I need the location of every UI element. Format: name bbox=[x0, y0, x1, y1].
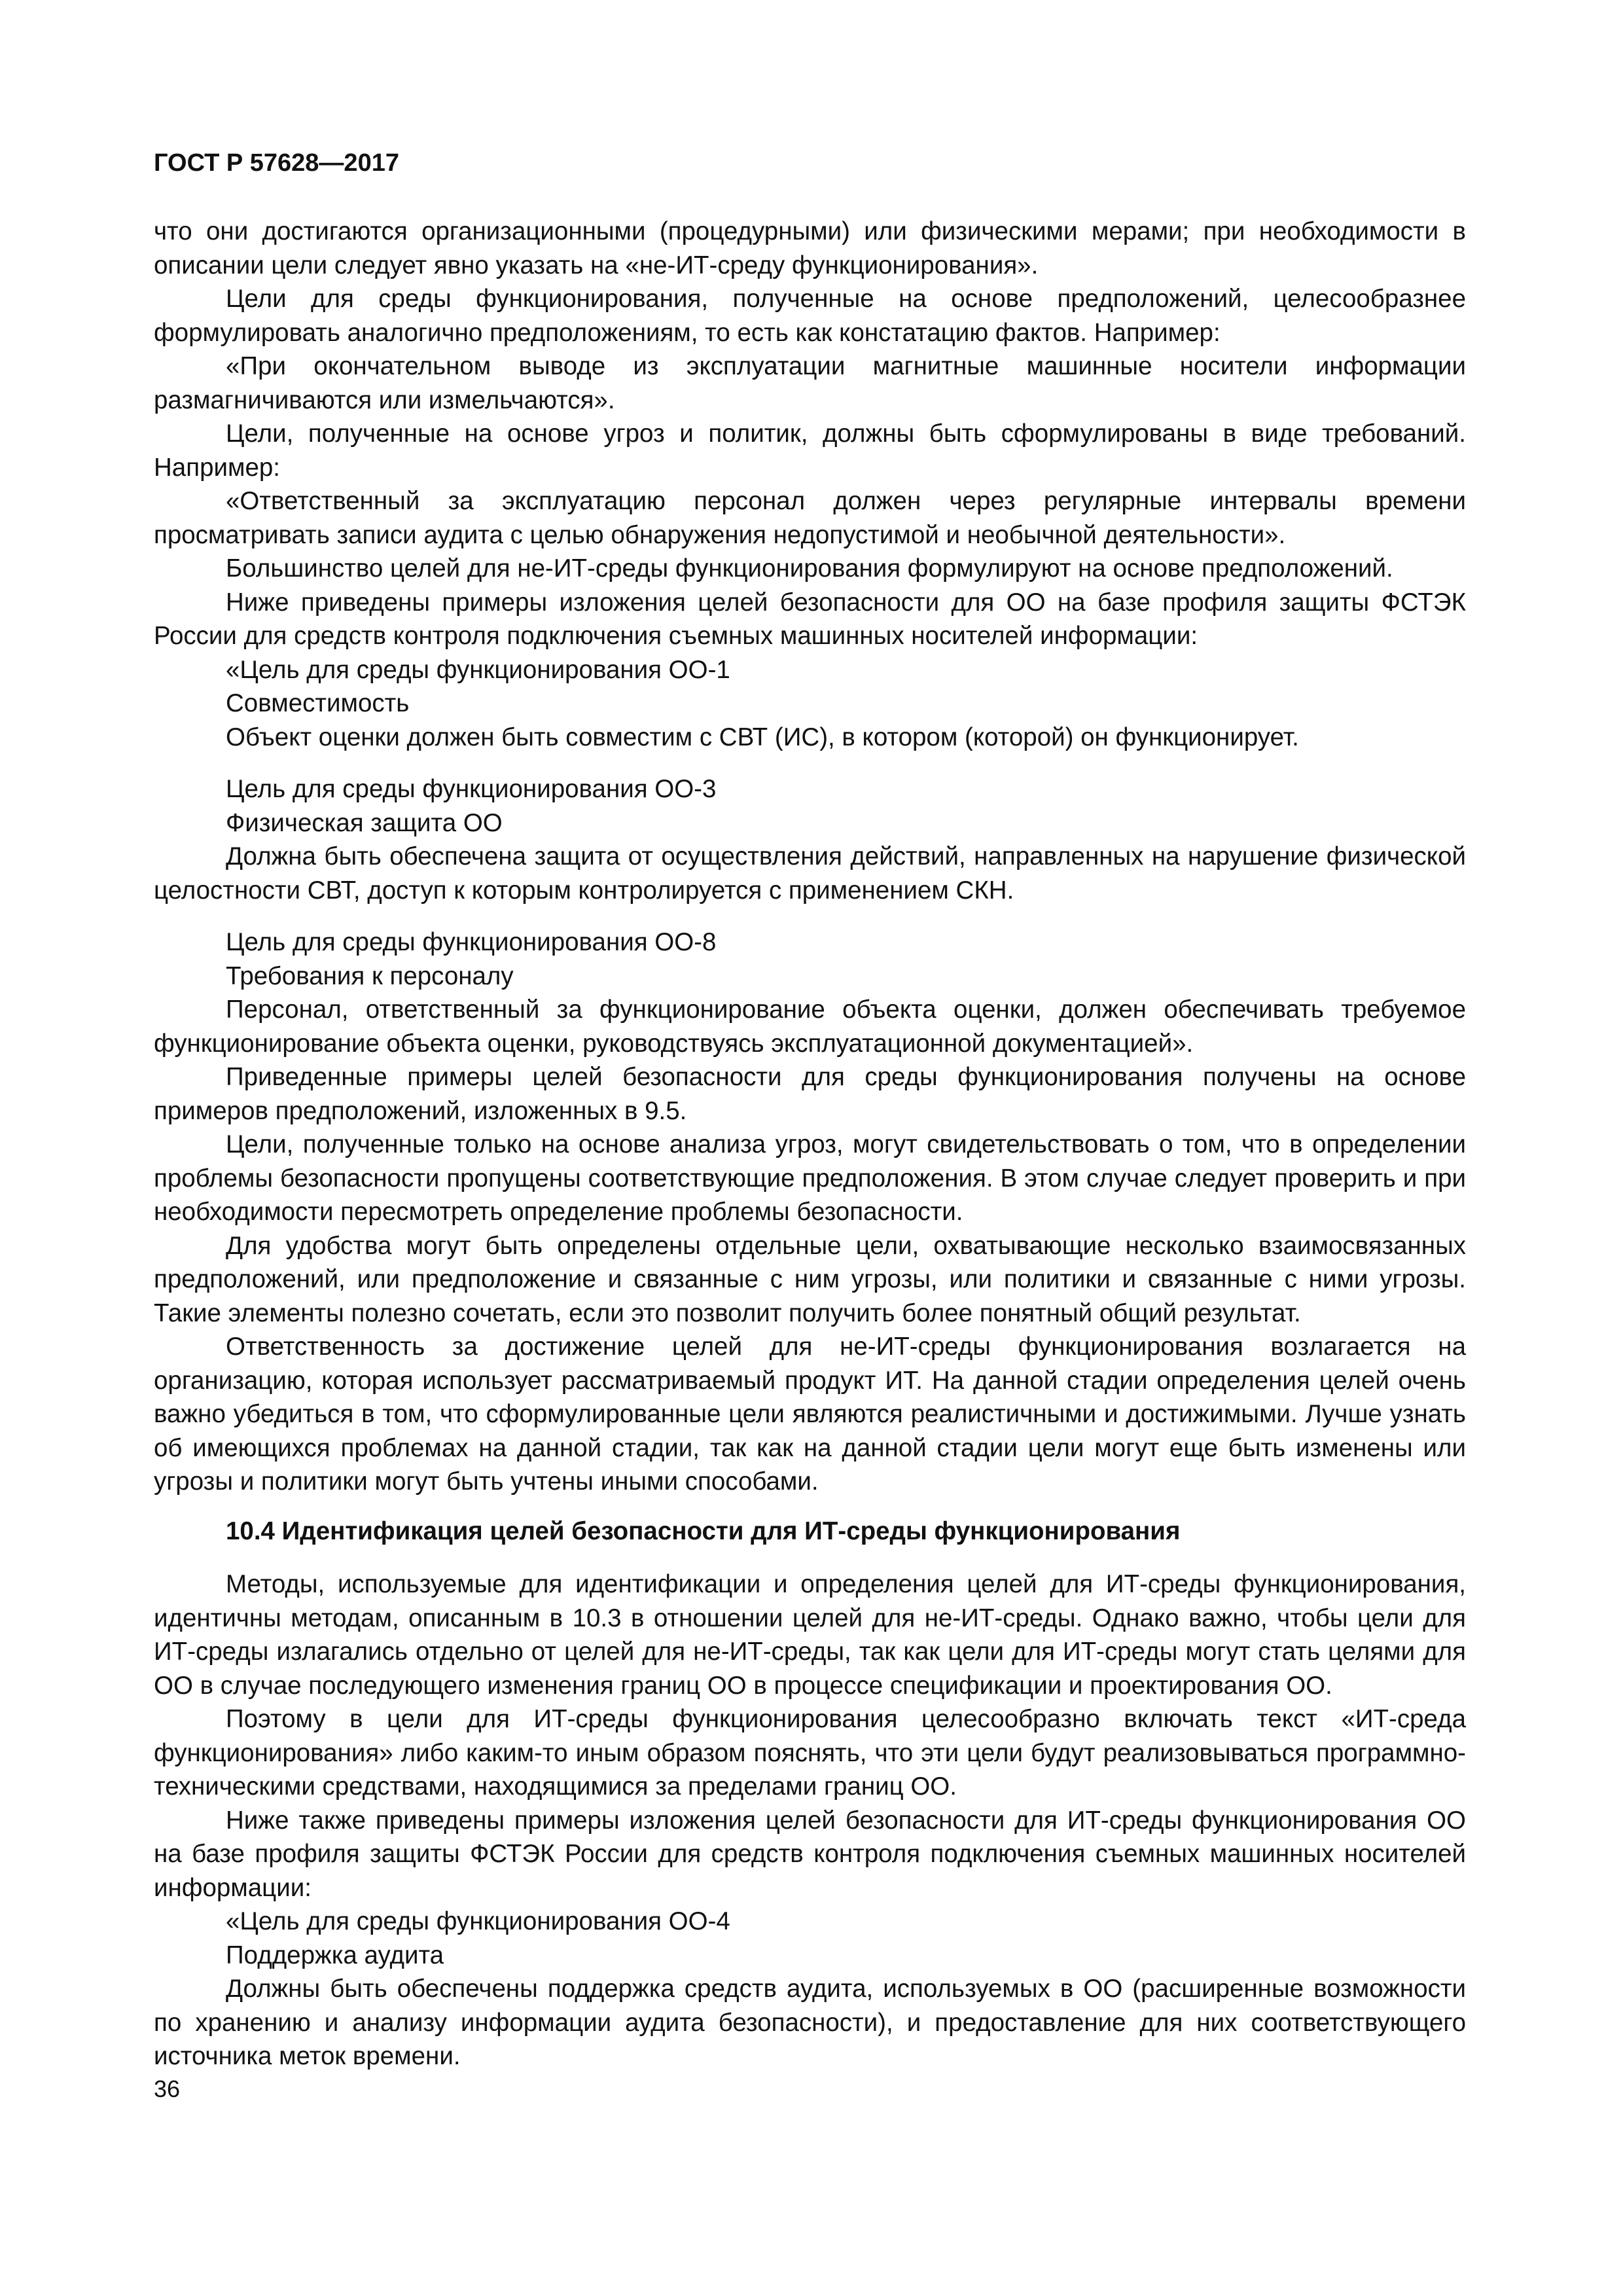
paragraph: Ниже также приведены примеры изложения целей безопасности для ИТ-среды функционирования ОО на базе профиля защиты ФСТЭК России для средств контроля подключения съемных машинных носителей информации: bbox=[154, 1806, 1466, 1902]
paragraph: Должна быть обеспечена защита от осуществления действий, направленных на нарушение физической целостности СВТ, доступ к которым контролируется с применением СКН. bbox=[154, 842, 1466, 905]
paragraph: Поддержка аудита bbox=[226, 1941, 444, 1969]
paragraph: Цели, полученные только на основе анализа угроз, могут свидетельствовать о том, что в определении проблемы безопасности пропущены соответствующие предположения. В этом случае следует проверить и при необходимости пересмотреть определение проблемы безопасности. bbox=[154, 1130, 1466, 1226]
paragraph: Цели для среды функционирования, полученные на основе предположений, целесообразнее формулировать аналогично предположениям, то есть как констатацию фактов. Например: bbox=[154, 285, 1466, 347]
paragraph: Ответственность за достижение целей для не-ИТ-среды функционирования возлагается на организацию, которая использует рассматриваемый продукт ИТ. На данной стадии определения целей очень важно убедиться в том, что сформулированные цели являются реалистичными и достижимыми. Лучше узнать об имеющихся проблемах на данной стадии, так как на данной стадии цели могут еще быть изменены или угрозы и политики могут быть учтены иными способами. bbox=[154, 1333, 1466, 1496]
paragraph: Объект оценки должен быть совместим с СВТ (ИС), в котором (которой) он функционирует. bbox=[226, 723, 1299, 751]
paragraph: Большинство целей для не-ИТ-среды функционирования формулируют на основе предположений. bbox=[226, 554, 1393, 583]
document-body bbox=[154, 215, 1466, 2073]
paragraph: Цель для среды функционирования ОО-8 bbox=[226, 928, 717, 956]
paragraph: Ниже приведены примеры изложения целей безопасности для ОО на базе профиля защиты ФСТЭК России для средств контроля подключения съемных машинных носителей информации: bbox=[154, 588, 1466, 650]
page-number: 36 bbox=[154, 2075, 181, 2102]
paragraph: «Ответственный за эксплуатацию персонал должен через регулярные интервалы времени просматривать записи аудита с целью обнаружения недопустимой и необычной деятельности». bbox=[154, 487, 1466, 549]
paragraph: Для удобства могут быть определены отдельные цели, охватывающие несколько взаимосвязанных предположений, или предположение и связанные с ним угрозы, или политики и связанные с ними угрозы. Такие элементы полезно сочетать, если это позволит получить более понятный общий результат. bbox=[154, 1231, 1466, 1327]
paragraph: «Цель для среды функционирования ОО-1 bbox=[226, 655, 730, 684]
paragraph: Должны быть обеспечены поддержка средств аудита, используемых в ОО (расширенные возможности по хранению и анализу информации аудита безопасности), и предоставление для них соответствующего источника меток времени. bbox=[154, 1975, 1466, 2070]
document-header: ГОСТ Р 57628—2017 bbox=[154, 149, 399, 177]
paragraph: Совместимость bbox=[226, 689, 410, 717]
paragraph: Требования к персоналу bbox=[226, 961, 514, 990]
paragraph: Цели, полученные на основе угроз и политик, должны быть сформулированы в виде требований. Например: bbox=[154, 420, 1466, 482]
paragraph: Цель для среды функционирования ОО-3 bbox=[226, 775, 717, 803]
paragraph: Физическая защита ОО bbox=[226, 808, 503, 837]
section-title: 10.4 Идентификация целей безопасности для ИТ-среды функционирования bbox=[226, 1516, 1181, 1545]
paragraph: Методы, используемые для идентификации и определения целей для ИТ-среды функционирования, идентичны методам, описанным в 10.3 в отношении целей для не-ИТ-среды. Однако важно, чтобы цели для ИТ-среды излагались отдельно от целей для не-ИТ-среды, так как цели для ИТ-среды могут стать целями для ОО в случае последующего изменения границ ОО в процессе спецификации и проектирования ОО. bbox=[154, 1570, 1466, 1700]
paragraph: Персонал, ответственный за функционирование объекта оценки, должен обеспечивать требуемое функционирование объекта оценки, руководствуясь эксплуатационной документацией». bbox=[154, 996, 1466, 1058]
document-page bbox=[154, 147, 1466, 2073]
paragraph: Приведенные примеры целей безопасности для среды функционирования получены на основе примеров предположений, изложенных в 9.5. bbox=[154, 1063, 1466, 1125]
paragraph: Поэтому в цели для ИТ-среды функционирования целесообразно включать текст «ИТ-среда функционирования» либо каким-то иным образом пояснять, что эти цели будут реализовываться программно-техническими средствами, находящимися за пределами границ ОО. bbox=[154, 1705, 1466, 1801]
paragraph: «При окончательном выводе из эксплуатации магнитные машинные носители информации размагничиваются или измельчаются». bbox=[154, 352, 1466, 414]
paragraph: «Цель для среды функционирования ОО-4 bbox=[226, 1907, 730, 1935]
paragraph: что они достигаются организационными (процедурными) или физическими мерами; при необходимости в описании цели следует явно указать на «не-ИТ-среду функционирования». bbox=[154, 217, 1466, 279]
